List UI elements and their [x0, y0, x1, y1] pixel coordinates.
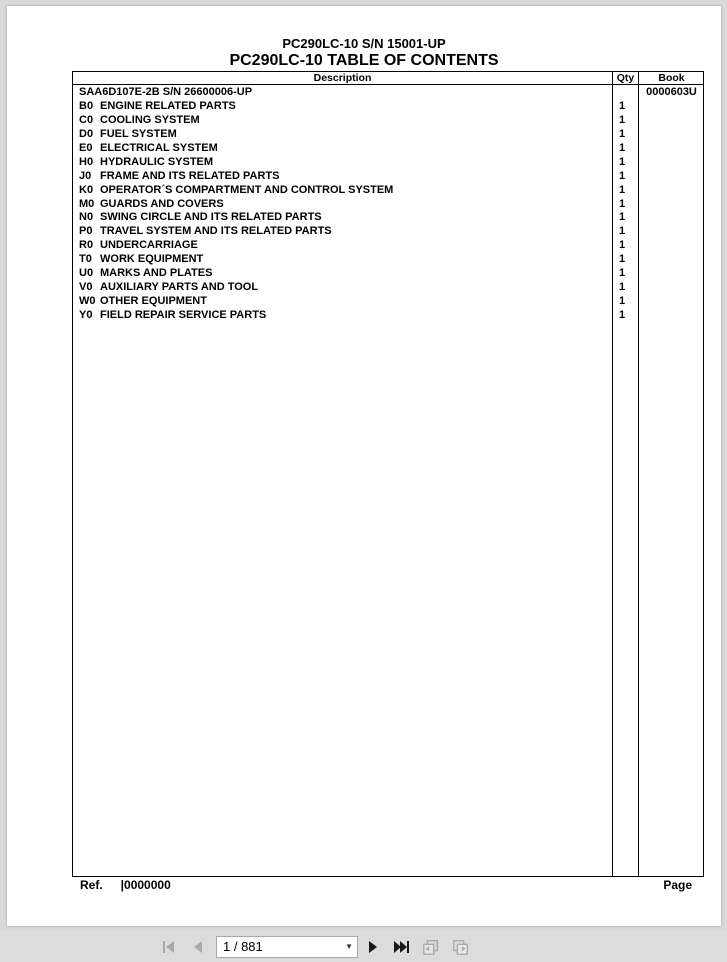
row-code: Y0 [79, 309, 93, 321]
row-text: FRAME AND ITS RELATED PARTS [100, 169, 280, 182]
row-text: FUEL SYSTEM [100, 127, 177, 140]
row-qty: 1 [618, 267, 626, 280]
page-number-value: 1 / 881 [223, 939, 263, 954]
table-row [73, 267, 703, 281]
row-text: HYDRAULIC SYSTEM [100, 155, 214, 168]
ref-value: |0000000 [120, 878, 171, 892]
row-description [79, 114, 200, 128]
row-text: FIELD REPAIR SERVICE PARTS [100, 309, 267, 321]
table-row [73, 170, 703, 184]
row-qty: 1 [618, 253, 626, 266]
table-row [73, 128, 703, 142]
go-back-view-icon[interactable] [422, 938, 440, 956]
row-qty: 1 [618, 309, 626, 321]
row-text: UNDERCARRIAGE [100, 239, 198, 252]
table-row [73, 211, 703, 225]
row-text: AUXILIARY PARTS AND TOOL [100, 281, 259, 294]
row-text: OPERATOR´S COMPARTMENT AND CONTROL SYSTEM [100, 183, 394, 196]
table-row [73, 253, 703, 267]
footer-page-label: Page [663, 878, 692, 892]
row-description [79, 156, 213, 170]
row-code: B0 [79, 99, 94, 112]
column-header-book: Book [658, 72, 685, 84]
row-code: J0 [79, 169, 92, 182]
row-qty: 1 [618, 169, 626, 182]
table-header [73, 72, 703, 85]
ref-label: Ref. [80, 878, 103, 892]
row-text: OTHER EQUIPMENT [100, 295, 207, 308]
row-description [79, 142, 218, 156]
row-code: R0 [79, 239, 94, 252]
row-description [79, 198, 224, 212]
row-text: ENGINE RELATED PARTS [100, 99, 236, 112]
row-qty: 1 [618, 141, 626, 154]
row-code: P0 [79, 225, 93, 238]
row-qty: 1 [618, 99, 626, 112]
document-page [7, 6, 721, 926]
row-text: ELECTRICAL SYSTEM [100, 141, 218, 154]
row-text: TRAVEL SYSTEM AND ITS RELATED PARTS [100, 225, 332, 238]
row-description [79, 211, 322, 225]
go-forward-view-icon[interactable] [452, 938, 470, 956]
row-description [79, 267, 212, 281]
row-text: WORK EQUIPMENT [100, 253, 204, 266]
row-qty: 1 [618, 211, 626, 224]
table-row [73, 184, 703, 198]
document-subtitle: PC290LC-10 S/N 15001-UP [282, 36, 446, 51]
row-code: U0 [79, 267, 94, 280]
row-code: M0 [79, 197, 95, 210]
row-description [79, 100, 236, 114]
row-description [79, 86, 252, 100]
row-qty: 1 [618, 197, 626, 210]
table-row [73, 156, 703, 170]
row-code: D0 [79, 127, 94, 140]
next-page-icon[interactable] [364, 938, 382, 956]
table-row [73, 225, 703, 239]
row-description [79, 225, 332, 239]
row-code: K0 [79, 183, 94, 196]
row-text: COOLING SYSTEM [100, 113, 200, 126]
last-page-icon[interactable] [392, 938, 410, 956]
row-description [79, 281, 258, 295]
row-qty: 1 [618, 183, 626, 196]
row-text: SAA6D107E-2B S/N 26600006-UP [79, 86, 253, 98]
row-description [79, 184, 393, 198]
row-description [79, 128, 177, 142]
row-code: N0 [79, 211, 94, 224]
row-qty: 1 [618, 295, 626, 308]
row-text: MARKS AND PLATES [100, 267, 213, 280]
table-body [73, 86, 703, 323]
first-page-icon[interactable] [160, 938, 178, 956]
table-row [73, 309, 703, 323]
row-qty: 1 [618, 127, 626, 140]
row-qty: 1 [618, 155, 626, 168]
row-text: SWING CIRCLE AND ITS RELATED PARTS [100, 211, 322, 224]
row-description [79, 170, 279, 184]
row-code: V0 [79, 281, 93, 294]
table-row [73, 100, 703, 114]
viewer-toolbar [0, 930, 727, 962]
row-text: GUARDS AND COVERS [100, 197, 224, 210]
table-row [73, 142, 703, 156]
table-row [73, 114, 703, 128]
table-row [73, 295, 703, 309]
row-code: T0 [79, 253, 92, 266]
row-description [79, 253, 203, 267]
table-row [73, 86, 703, 100]
chevron-down-icon[interactable]: ▼ [345, 942, 353, 951]
column-header-qty: Qty [616, 72, 635, 84]
row-book: 0000603U [646, 86, 697, 98]
row-description [79, 309, 266, 323]
footer-ref [80, 878, 171, 892]
row-code: H0 [79, 155, 94, 168]
table-row [73, 239, 703, 253]
contents-table [72, 71, 704, 877]
page-number-input[interactable] [216, 936, 358, 958]
table-row [73, 281, 703, 295]
column-header-description: Description [313, 72, 372, 84]
row-code: W0 [79, 295, 96, 308]
row-qty: 1 [618, 281, 626, 294]
row-description [79, 239, 198, 253]
row-code: E0 [79, 141, 93, 154]
table-row [73, 198, 703, 212]
previous-page-icon[interactable] [189, 938, 207, 956]
document-title: PC290LC-10 TABLE OF CONTENTS [229, 52, 499, 69]
row-qty: 1 [618, 113, 626, 126]
row-description [79, 295, 207, 309]
row-code: C0 [79, 113, 94, 126]
row-qty: 1 [618, 225, 626, 238]
row-qty: 1 [618, 239, 626, 252]
